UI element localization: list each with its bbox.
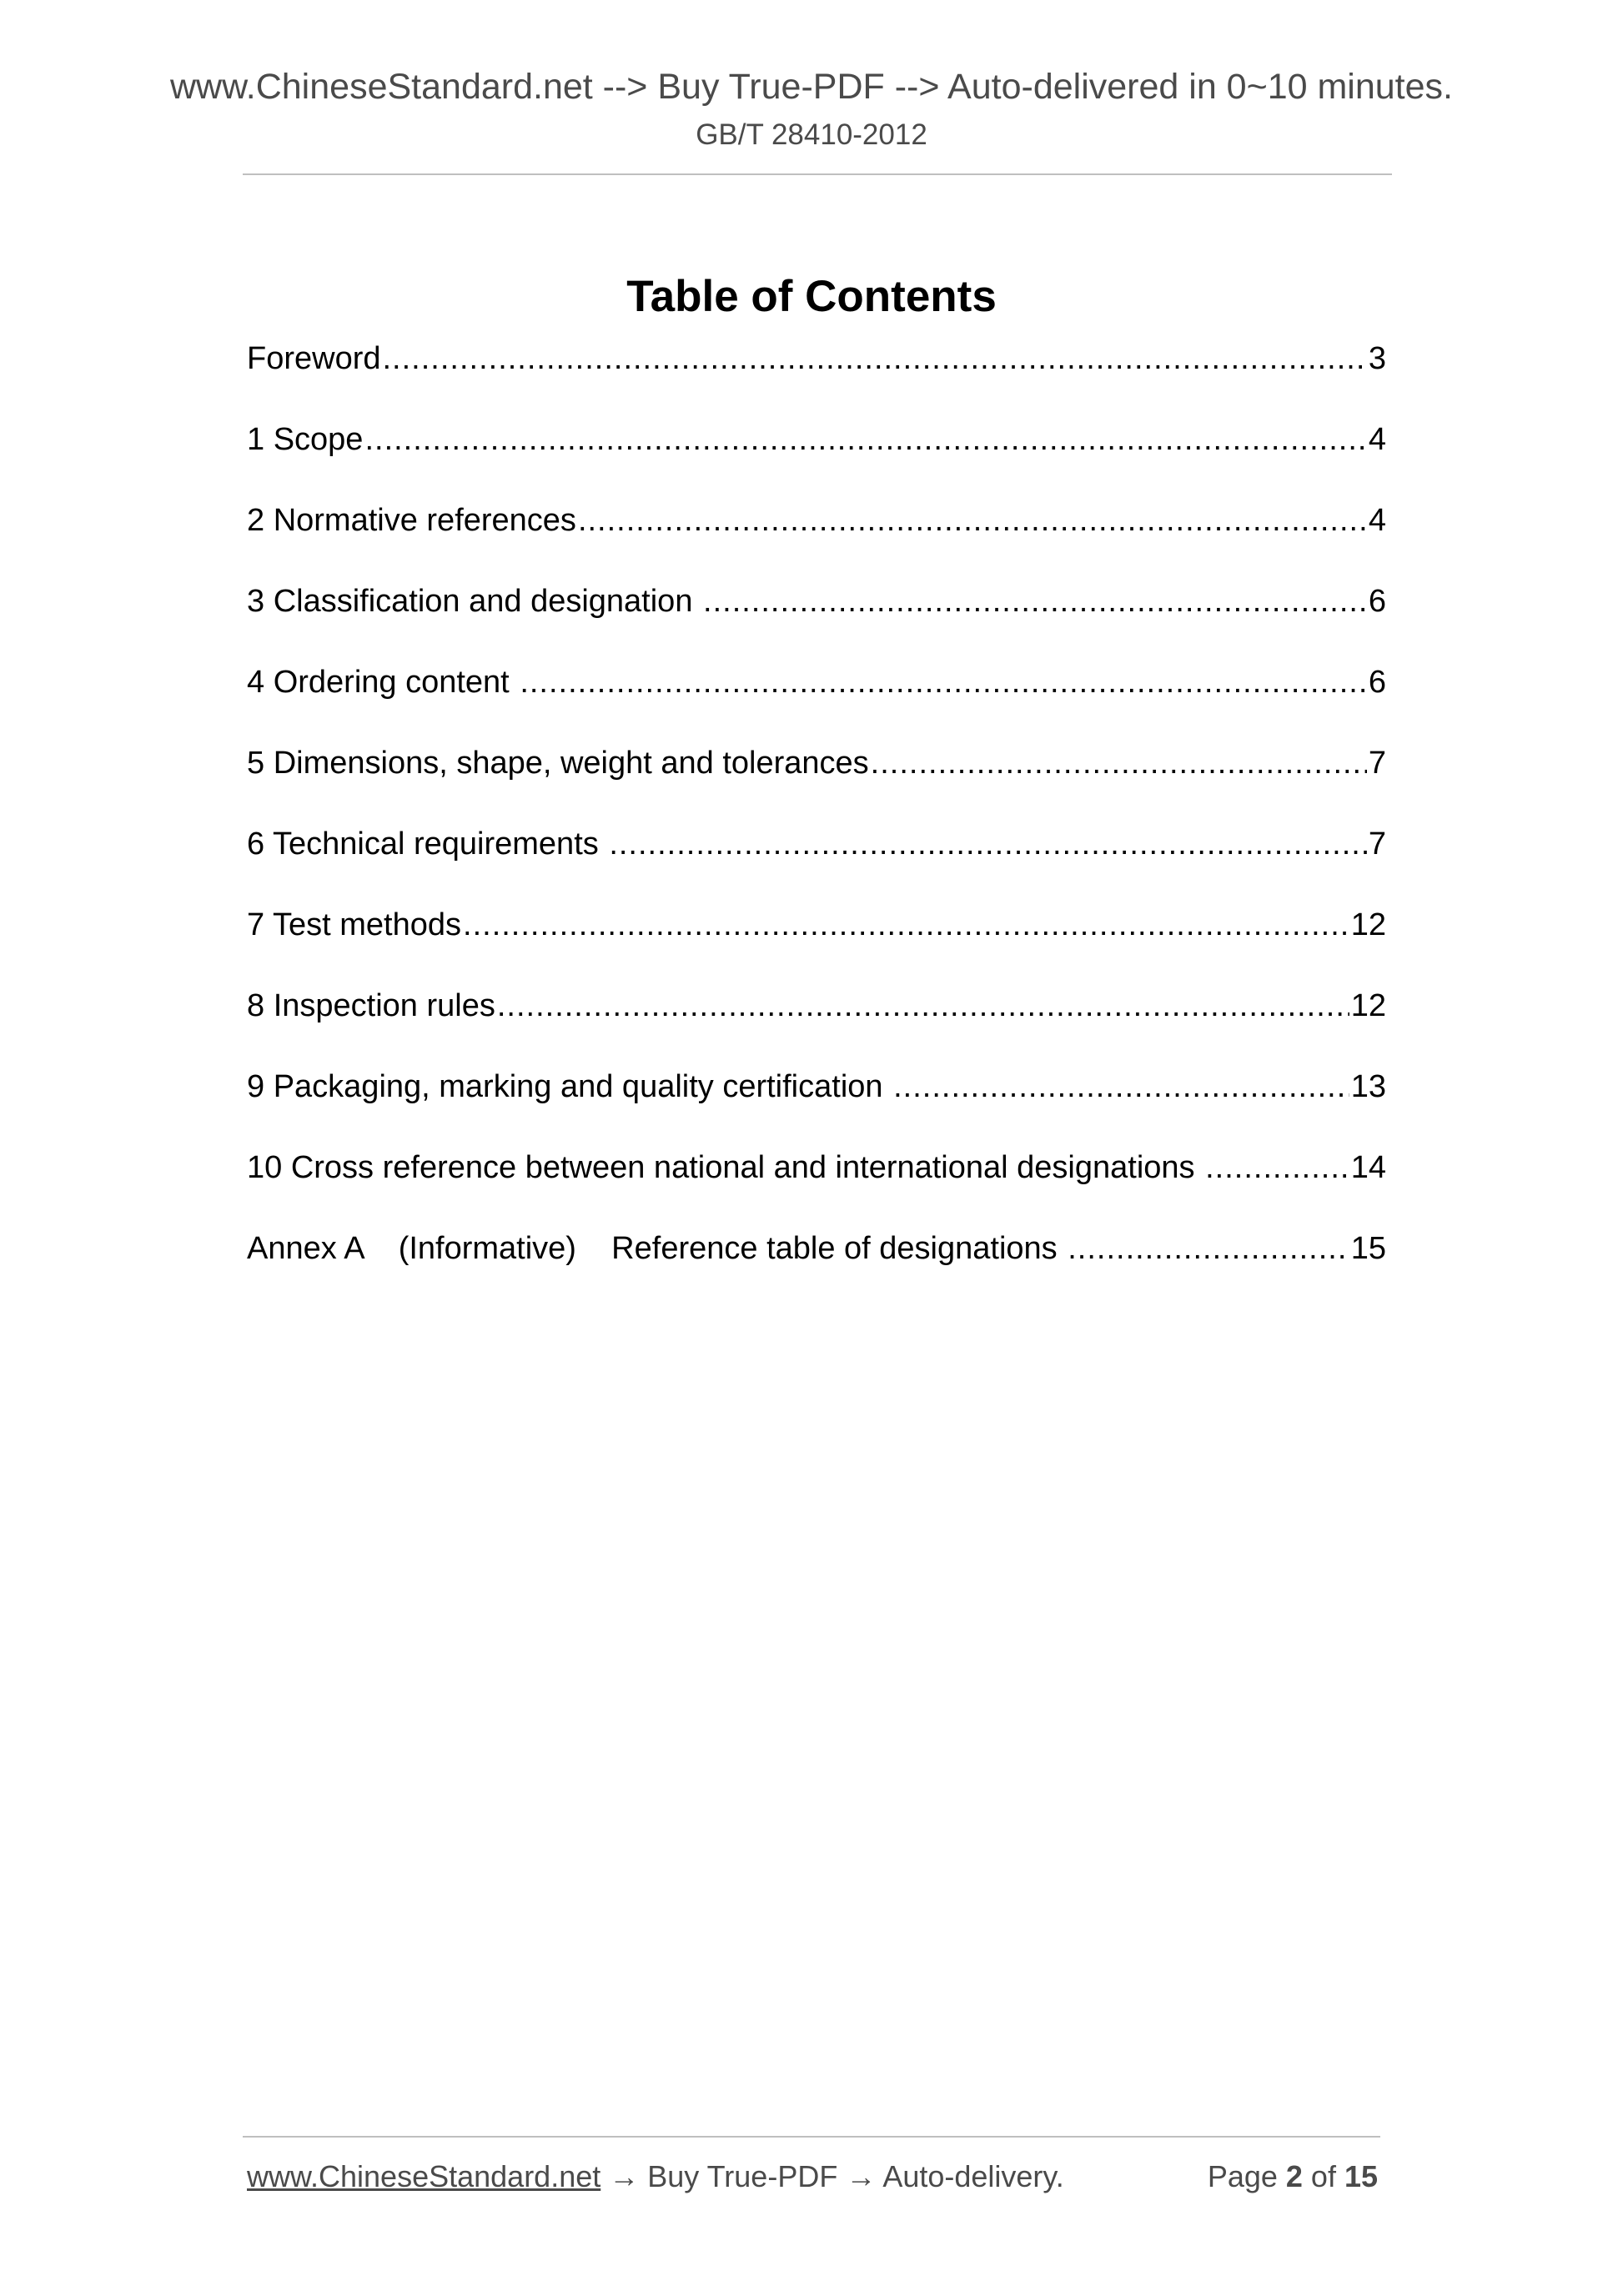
dot-leader — [871, 740, 1367, 786]
document-id: GB/T 28410-2012 — [696, 118, 927, 151]
dot-leader — [893, 1063, 1349, 1110]
toc-entry-text: 10 Cross reference between national and international designations — [247, 1150, 1204, 1185]
toc-entry-test-methods[interactable] — [247, 902, 1386, 982]
toc-entry-page: 4 — [1368, 503, 1386, 538]
page-number — [1208, 2155, 1378, 2198]
dot-leader — [463, 902, 1349, 948]
toc-entry-page: 15 — [1350, 1231, 1386, 1266]
toc-entry-text: Annex A (Informative) Reference table of designations — [247, 1231, 1067, 1266]
footer-tagline: → Buy True-PDF → Auto-delivery. — [600, 2159, 1064, 2193]
toc-entry-technical-requirements[interactable] — [247, 821, 1386, 902]
toc-entry-ordering-content[interactable] — [247, 659, 1386, 740]
current-page: 2 — [1285, 2159, 1303, 2193]
dot-leader — [1205, 1144, 1349, 1191]
toc-entry-text: 8 Inspection rules — [247, 988, 495, 1023]
toc-entry-page: 14 — [1350, 1150, 1386, 1185]
header-divider — [243, 173, 1392, 175]
toc-entry-text: 3 Classification and designation — [247, 584, 702, 619]
toc-entry-page: 12 — [1350, 907, 1386, 942]
footer-divider — [243, 2136, 1380, 2138]
toc-entry-classification[interactable] — [247, 578, 1386, 659]
toc-entry-text: 9 Packaging, marking and quality certification — [247, 1069, 892, 1104]
dot-leader — [364, 416, 1366, 463]
toc-entry-text: 1 Scope — [247, 422, 364, 457]
toc-entry-page: 7 — [1368, 746, 1386, 781]
toc-entry-text: 4 Ordering content — [247, 665, 519, 700]
page-label: Page — [1207, 2159, 1286, 2193]
dot-leader — [520, 659, 1367, 706]
footer-site-link[interactable]: www.ChineseStandard.net — [247, 2159, 601, 2193]
toc-entry-normative-references[interactable] — [247, 497, 1386, 578]
dot-leader — [609, 821, 1367, 867]
dot-leader — [1068, 1225, 1349, 1272]
toc-entry-page: 4 — [1368, 422, 1386, 457]
toc-entry-text: 6 Technical requirements — [247, 826, 608, 862]
toc-entry-page: 3 — [1368, 341, 1386, 376]
toc-entry-packaging[interactable] — [247, 1063, 1386, 1144]
toc-entry-page: 12 — [1350, 988, 1386, 1023]
dot-leader — [578, 497, 1367, 544]
toc-entry-text: 7 Test methods — [247, 907, 462, 942]
toc-title: Table of Contents — [626, 271, 997, 321]
toc-entry-page: 13 — [1350, 1069, 1386, 1104]
toc-entry-page: 7 — [1368, 826, 1386, 862]
dot-leader — [383, 335, 1367, 382]
dot-leader — [703, 578, 1367, 625]
toc-entry-page: 6 — [1368, 584, 1386, 619]
page-footer — [247, 2155, 1378, 2198]
dot-leader — [497, 982, 1349, 1029]
toc-entry-scope[interactable] — [247, 416, 1386, 497]
toc-entry-foreword[interactable] — [247, 335, 1386, 416]
toc-entry-page: 6 — [1368, 665, 1386, 700]
toc-entry-text: Foreword — [247, 341, 381, 376]
toc-entry-cross-reference[interactable] — [247, 1144, 1386, 1225]
toc-entry-inspection-rules[interactable] — [247, 982, 1386, 1063]
total-pages: 15 — [1344, 2159, 1378, 2193]
toc-entry-text: 2 Normative references — [247, 503, 576, 538]
toc-list — [247, 335, 1386, 1306]
header-banner: www.ChineseStandard.net --> Buy True-PDF --> Auto-delivered in 0~10 minutes. — [169, 67, 1453, 107]
of-label: of — [1302, 2159, 1344, 2193]
footer-promo — [247, 2155, 1064, 2198]
toc-entry-dimensions[interactable] — [247, 740, 1386, 821]
toc-entry-text: 5 Dimensions, shape, weight and tolerances — [247, 746, 869, 781]
toc-entry-annex-a[interactable] — [247, 1225, 1386, 1306]
